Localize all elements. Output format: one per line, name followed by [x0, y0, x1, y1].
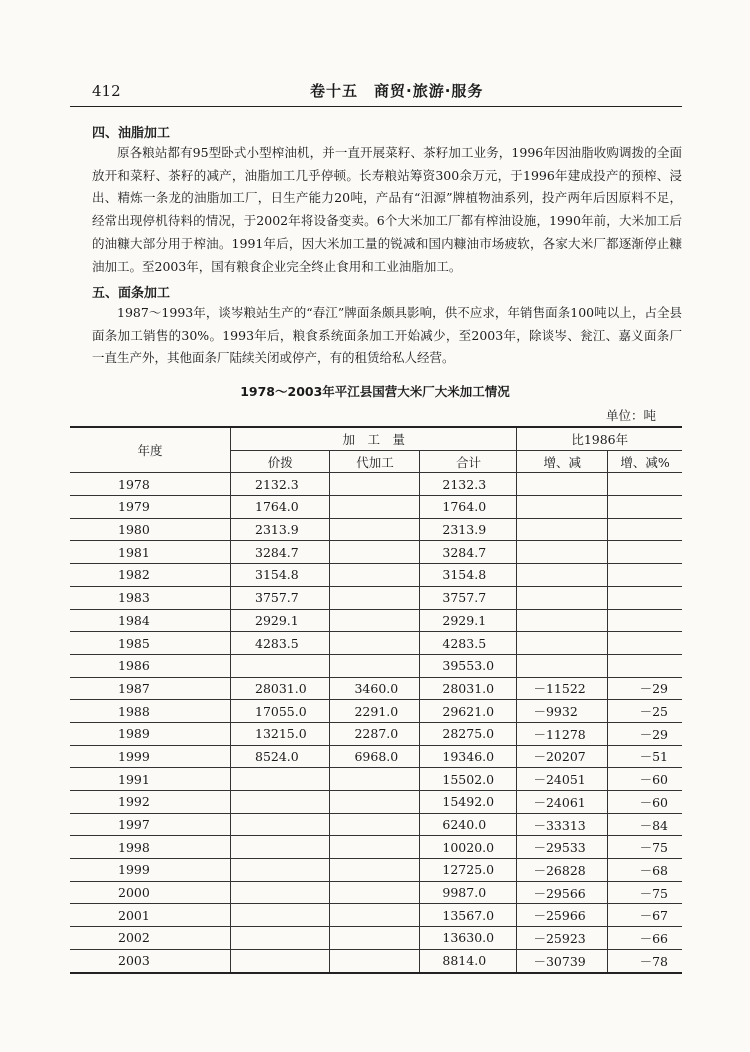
cell-contract [330, 904, 420, 927]
cell-total: 6240.0 [420, 813, 517, 836]
cell-change-pct: －67 [608, 904, 682, 927]
cell-year: 1985 [70, 632, 231, 655]
cell-contract [330, 632, 420, 655]
cell-change: －20207 [517, 745, 608, 768]
cell-total: 12725.0 [420, 859, 517, 882]
cell-price [231, 654, 330, 677]
cell-year: 2002 [70, 927, 231, 950]
cell-year: 1982 [70, 564, 231, 587]
cell-contract [330, 768, 420, 791]
table-row [70, 541, 682, 564]
page-header [70, 76, 682, 107]
cell-total: 13630.0 [420, 927, 517, 950]
header-change: 增、减 [517, 450, 608, 473]
cell-change: －25966 [517, 904, 608, 927]
cell-year: 1988 [70, 700, 231, 723]
cell-total: 15502.0 [420, 768, 517, 791]
cell-contract [330, 586, 420, 609]
cell-price: 2313.9 [231, 518, 330, 541]
header-contract: 代加工 [330, 450, 420, 473]
cell-contract [330, 654, 420, 677]
header-price: 价拨 [231, 450, 330, 473]
cell-year: 1998 [70, 836, 231, 859]
cell-year: 1999 [70, 859, 231, 882]
cell-year: 1999 [70, 745, 231, 768]
cell-year: 1987 [70, 677, 231, 700]
cell-change [517, 564, 608, 587]
cell-total: 3757.7 [420, 586, 517, 609]
cell-price: 28031.0 [231, 677, 330, 700]
cell-total: 28275.0 [420, 722, 517, 745]
cell-price [231, 768, 330, 791]
cell-change-pct [608, 541, 682, 564]
cell-change: －24051 [517, 768, 608, 791]
cell-contract: 6968.0 [330, 745, 420, 768]
cell-contract: 2291.0 [330, 700, 420, 723]
cell-year: 1980 [70, 518, 231, 541]
cell-total: 3284.7 [420, 541, 517, 564]
cell-contract [330, 836, 420, 859]
cell-year: 1981 [70, 541, 231, 564]
cell-change-pct [608, 518, 682, 541]
cell-change-pct [608, 609, 682, 632]
cell-change-pct: －66 [608, 927, 682, 950]
cell-year: 1986 [70, 654, 231, 677]
table-row [70, 859, 682, 882]
header-year: 年度 [70, 427, 231, 473]
section-4-heading: 四、油脂加工 [92, 126, 171, 141]
cell-total: 2929.1 [420, 609, 517, 632]
cell-total: 4283.5 [420, 632, 517, 655]
cell-year: 1984 [70, 609, 231, 632]
cell-change-pct: －51 [608, 745, 682, 768]
cell-change-pct [608, 496, 682, 519]
cell-change [517, 609, 608, 632]
table-row [70, 836, 682, 859]
cell-price: 2132.3 [231, 473, 330, 496]
cell-change-pct [608, 586, 682, 609]
cell-change: －29566 [517, 881, 608, 904]
cell-change-pct [608, 632, 682, 655]
table-row [70, 609, 682, 632]
cell-change-pct: －75 [608, 836, 682, 859]
cell-change: －24061 [517, 791, 608, 814]
cell-year: 1979 [70, 496, 231, 519]
cell-contract [330, 473, 420, 496]
table-row [70, 722, 682, 745]
cell-change: －30739 [517, 949, 608, 972]
cell-price: 4283.5 [231, 632, 330, 655]
cell-price [231, 881, 330, 904]
table-row [70, 473, 682, 496]
table-row [70, 677, 682, 700]
table-row [70, 881, 682, 904]
running-title: 卷十五 商贸·旅游·服务 [310, 82, 484, 100]
cell-change [517, 632, 608, 655]
table-row [70, 700, 682, 723]
table-row [70, 586, 682, 609]
cell-total: 29621.0 [420, 700, 517, 723]
table-unit: 单位：吨 [606, 408, 657, 423]
cell-change [517, 518, 608, 541]
cell-contract [330, 881, 420, 904]
cell-total: 3154.8 [420, 564, 517, 587]
cell-year: 1991 [70, 768, 231, 791]
cell-price [231, 836, 330, 859]
cell-year: 1983 [70, 586, 231, 609]
table-row [70, 632, 682, 655]
cell-contract: 3460.0 [330, 677, 420, 700]
cell-change [517, 496, 608, 519]
cell-contract [330, 859, 420, 882]
table-row [70, 518, 682, 541]
cell-change [517, 586, 608, 609]
cell-contract [330, 949, 420, 972]
cell-change: －26828 [517, 859, 608, 882]
cell-change-pct: －25 [608, 700, 682, 723]
cell-total: 9987.0 [420, 881, 517, 904]
cell-year: 1997 [70, 813, 231, 836]
cell-total: 15492.0 [420, 791, 517, 814]
header-processing: 加 工 量 [231, 427, 517, 450]
cell-change-pct: －84 [608, 813, 682, 836]
cell-change: －11278 [517, 722, 608, 745]
cell-contract [330, 609, 420, 632]
cell-total: 2132.3 [420, 473, 517, 496]
cell-price [231, 904, 330, 927]
cell-change-pct [608, 473, 682, 496]
table-row [70, 745, 682, 768]
section-4-paragraph: 原各粮站都有95型卧式小型榨油机，并一直开展菜籽、茶籽加工业务，1996年因油脂收购调拨的全面放开和菜籽、茶籽的减产，油脂加工几乎停顿。长寿粮站筹资300余万元，于1996年建成投产的预榨、浸出、精炼一条龙的油脂加工厂，日生产能力20吨，产品有“汨源”牌植物油系列，投产两年后因原料不足，经常出现停机待料的情况，于2002年将设备变卖。6个大米加工厂都有榨油设施，1990年前，大米加工后的油糠大部分用于榨油。1991年后，因大米加工量的锐减和国内糠油市场疲软，各家大米厂都逐渐停止糠油加工。至2003年，国有粮食企业完全终止食用和工业油脂加工。 [92, 145, 682, 274]
cell-contract [330, 564, 420, 587]
cell-total: 39553.0 [420, 654, 517, 677]
cell-change-pct: －78 [608, 949, 682, 972]
cell-price: 8524.0 [231, 745, 330, 768]
table-row [70, 949, 682, 972]
cell-price [231, 949, 330, 972]
header-change-pct: 增、减% [608, 450, 682, 473]
cell-price [231, 791, 330, 814]
table-row [70, 654, 682, 677]
cell-price: 3154.8 [231, 564, 330, 587]
cell-price: 3757.7 [231, 586, 330, 609]
cell-change-pct: －68 [608, 859, 682, 882]
cell-change-pct: －60 [608, 768, 682, 791]
cell-change [517, 654, 608, 677]
section-5-paragraph: 1987～1993年，谈岑粮站生产的“春江”牌面条颇具影响，供不应求，年销售面条100吨以上，占全县面条加工销售的30%。1993年后，粮食系统面条加工开始减少，至2003年，除谈岑、瓮江、嘉义面条厂一直生产外，其他面条厂陆续关闭或停产，有的租赁给私人经营。 [92, 305, 682, 366]
cell-change [517, 541, 608, 564]
table-row [70, 813, 682, 836]
cell-price [231, 927, 330, 950]
cell-price: 13215.0 [231, 722, 330, 745]
table-row [70, 927, 682, 950]
cell-price: 1764.0 [231, 496, 330, 519]
table-row [70, 768, 682, 791]
cell-change-pct [608, 564, 682, 587]
header-compare-1986: 比1986年 [517, 427, 682, 450]
cell-total: 8814.0 [420, 949, 517, 972]
cell-total: 2313.9 [420, 518, 517, 541]
cell-year: 2000 [70, 881, 231, 904]
cell-change: －29533 [517, 836, 608, 859]
cell-change: －33313 [517, 813, 608, 836]
cell-change-pct: －60 [608, 791, 682, 814]
cell-price [231, 859, 330, 882]
cell-change [517, 473, 608, 496]
cell-contract [330, 496, 420, 519]
cell-contract: 2287.0 [330, 722, 420, 745]
cell-contract [330, 813, 420, 836]
cell-year: 2003 [70, 949, 231, 972]
cell-change-pct: －29 [608, 677, 682, 700]
cell-price: 17055.0 [231, 700, 330, 723]
cell-contract [330, 927, 420, 950]
cell-total: 10020.0 [420, 836, 517, 859]
cell-total: 1764.0 [420, 496, 517, 519]
table-row [70, 496, 682, 519]
cell-change: －11522 [517, 677, 608, 700]
table-title: 1978～2003年平江县国营大米厂大米加工情况 [240, 384, 510, 399]
cell-change: －9932 [517, 700, 608, 723]
table-row [70, 791, 682, 814]
header-total: 合计 [420, 450, 517, 473]
table-row [70, 904, 682, 927]
cell-contract [330, 518, 420, 541]
cell-change-pct [608, 654, 682, 677]
cell-price: 2929.1 [231, 609, 330, 632]
cell-total: 13567.0 [420, 904, 517, 927]
cell-price [231, 813, 330, 836]
cell-contract [330, 791, 420, 814]
cell-year: 1978 [70, 473, 231, 496]
cell-year: 2001 [70, 904, 231, 927]
cell-change-pct: －75 [608, 881, 682, 904]
cell-change: －25923 [517, 927, 608, 950]
cell-total: 28031.0 [420, 677, 517, 700]
cell-year: 1989 [70, 722, 231, 745]
section-5-heading: 五、面条加工 [92, 286, 171, 301]
cell-change-pct: －29 [608, 722, 682, 745]
cell-total: 19346.0 [420, 745, 517, 768]
rice-processing-table [70, 426, 682, 974]
cell-year: 1992 [70, 791, 231, 814]
cell-contract [330, 541, 420, 564]
table-row [70, 564, 682, 587]
cell-price: 3284.7 [231, 541, 330, 564]
page-number: 412 [92, 82, 121, 100]
